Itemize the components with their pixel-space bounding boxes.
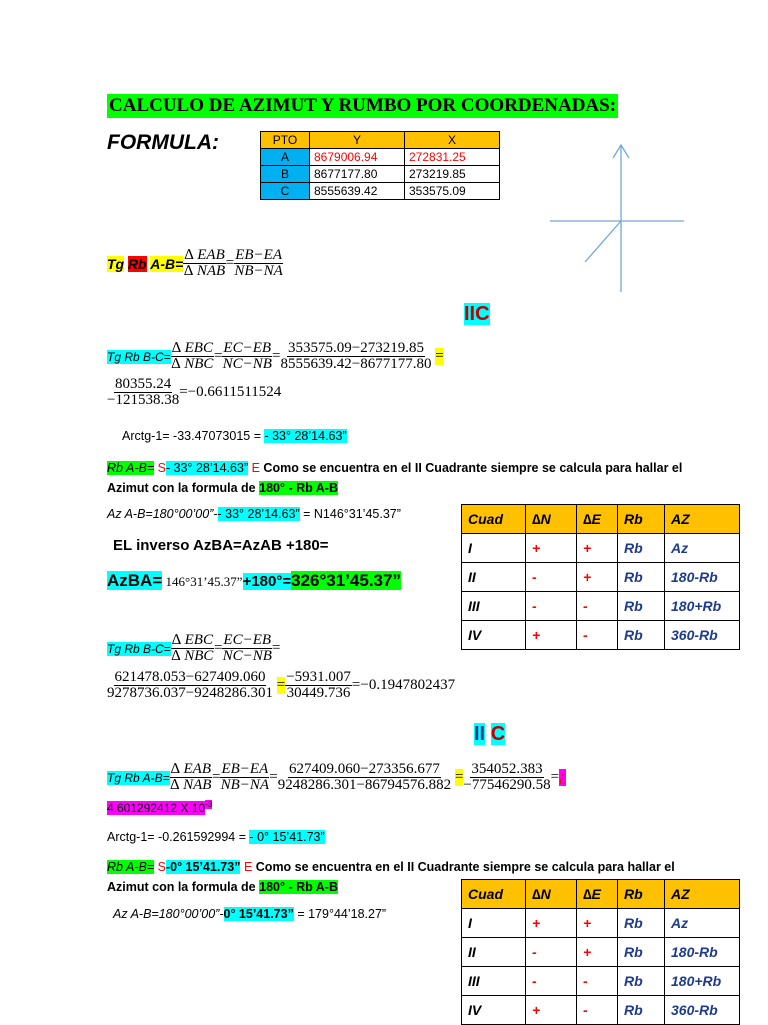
numerator: ∆ EAB <box>184 247 225 263</box>
rb-line-1 <box>107 458 682 498</box>
denominator: 8555639.42−8677177.80 <box>280 356 432 372</box>
de-cell: + <box>577 563 618 592</box>
de-cell: + <box>577 534 618 563</box>
fraction-values <box>107 670 273 701</box>
fraction-result <box>463 762 550 793</box>
point-label: C <box>261 183 310 200</box>
formula-bc-1: Tg Rb B-C= $\frac{\text{∆ EBC}}{\text{∆ NBC}}$ = $\frac{EC-EB}{NC-NB}$ = $\frac{353575.09-273219.85}{8555639.42-8677177.80}$ = <box>107 340 444 372</box>
az-line-2 <box>113 907 386 921</box>
formula-ab-2-result <box>107 800 212 815</box>
header-rb: Rb <box>618 505 665 534</box>
de-cell: + <box>577 909 618 938</box>
table-row <box>261 183 500 200</box>
de-cell: - <box>577 996 618 1025</box>
rb-cell: Rb <box>618 909 665 938</box>
header-delta-e: ∆E <box>577 505 618 534</box>
explanation-text-2: Azimut con la formula de <box>107 481 256 495</box>
formula-label: FORMULA: <box>107 131 219 154</box>
tg-label: Tg <box>107 255 125 272</box>
rb-value: - 33° 28’14.63” <box>165 461 249 475</box>
de-cell: - <box>577 621 618 650</box>
dn-cell: + <box>526 621 577 650</box>
dn-cell: - <box>526 967 577 996</box>
cuad-cell: IV <box>462 996 526 1025</box>
header-az: AZ <box>665 505 740 534</box>
de-cell: - <box>577 592 618 621</box>
header-pto: PTO <box>261 132 310 149</box>
header-rb: Rb <box>618 880 665 909</box>
table-row <box>462 909 740 938</box>
cuad-cell: III <box>462 592 526 621</box>
quadrant-letter: C <box>475 303 490 325</box>
az-result: = N146°31’45.37” <box>299 507 401 521</box>
axis-sketch <box>545 140 690 295</box>
denominator: ∆ NAB <box>170 777 212 793</box>
east-letter: E <box>251 461 260 475</box>
result-value: =−0.6611511524 <box>179 384 282 400</box>
rb-label: Rb A-B= <box>107 860 155 874</box>
arctg-line-1 <box>122 429 347 443</box>
formula-bc-2-values <box>107 670 455 701</box>
quadrant-roman: II <box>464 303 476 325</box>
equals-sign: = <box>276 677 286 693</box>
denominator: −121538.38 <box>107 392 180 408</box>
az-cell: 360-Rb <box>665 621 740 650</box>
fraction-delta <box>171 633 214 664</box>
cuad-cell: II <box>462 938 526 967</box>
ab-label: A-B= <box>150 255 184 272</box>
table-row <box>261 149 500 166</box>
denominator: ∆ NBC <box>171 648 214 664</box>
dn-cell: + <box>526 996 577 1025</box>
az-cell: Az <box>665 909 740 938</box>
y-value: 8679006.94 <box>310 149 405 166</box>
dn-cell: - <box>526 563 577 592</box>
az-cell: 360-Rb <box>665 996 740 1025</box>
denominator: ∆ NAB <box>183 263 226 279</box>
azba-line <box>107 571 401 591</box>
quadrant-heading-2 <box>474 723 505 746</box>
denominator: 9248286.301−86794576.882 <box>277 777 452 793</box>
az-value: - 33° 28’14.63” <box>217 507 300 521</box>
result-value: 4.601292412 X 10 <box>107 801 206 815</box>
numerator: ∆ EBC <box>171 632 213 648</box>
az-result: = 179°44’18.27” <box>293 907 387 921</box>
numerator: −5931.007 <box>286 669 351 685</box>
table-row <box>462 996 740 1025</box>
denominator: NC−NB <box>222 648 272 664</box>
x-value: 272831.25 <box>405 149 500 166</box>
quadrant-letter: C <box>490 723 506 745</box>
fraction-result <box>285 670 352 701</box>
y-value: 8677177.80 <box>310 166 405 183</box>
fraction-values <box>281 341 432 372</box>
denominator: −77546290.58 <box>463 777 551 793</box>
table-row <box>462 621 740 650</box>
cuad-cell: III <box>462 967 526 996</box>
cuad-cell: IV <box>462 621 526 650</box>
dn-cell: + <box>526 534 577 563</box>
azba-value: 146°31’45.37” <box>162 574 243 589</box>
result-exponent: -3 <box>205 800 213 809</box>
de-cell: + <box>577 938 618 967</box>
header-delta-e: ∆E <box>577 880 618 909</box>
numerator: 627409.060−273356.677 <box>288 761 440 777</box>
explanation-text-2: Azimut con la formula de <box>107 880 256 894</box>
azba-result: 326°31’45.37” <box>291 571 401 590</box>
rb-cell: Rb <box>618 563 665 592</box>
arctg-label: Arctg-1= -0.261592994 = <box>107 830 250 844</box>
numerator: 353575.09−273219.85 <box>288 340 424 356</box>
quadrant-table-header <box>462 505 740 534</box>
de-cell: - <box>577 967 618 996</box>
equals-sign: = <box>454 769 464 785</box>
rb-label: Rb <box>127 255 147 272</box>
numerator: 80355.24 <box>114 376 172 392</box>
fraction-coords <box>220 762 269 793</box>
table-row <box>462 938 740 967</box>
fraction-coords <box>222 341 272 372</box>
numerator: EC−EB <box>223 340 272 356</box>
table-row <box>462 563 740 592</box>
point-label: B <box>261 166 310 183</box>
az-cell: 180-Rb <box>665 938 740 967</box>
denominator: 30449.736 <box>286 685 351 701</box>
quadrant-table-2 <box>461 879 740 1025</box>
denominator: ∆ NBC <box>171 356 214 372</box>
numerator: EB−EA <box>235 247 283 263</box>
formula-bc-1-result <box>107 377 281 408</box>
equation-label: Tg Rb B-C= <box>107 349 171 364</box>
fraction-values <box>278 762 451 793</box>
header-cuad: Cuad <box>462 505 526 534</box>
quadrant-heading-1 <box>464 303 490 326</box>
result-value: =−0.1947802437 <box>351 677 456 693</box>
equals-sign: = <box>435 348 444 364</box>
arctg-value: - 0° 15’41.73” <box>249 830 325 844</box>
header-delta-n: ∆N <box>526 505 577 534</box>
azimuth-formula: 180° - Rb A-B <box>259 481 338 495</box>
rb-cell: Rb <box>618 592 665 621</box>
arctg-label: Arctg-1= -33.47073015 = <box>122 429 265 443</box>
fraction-coords <box>222 633 272 664</box>
az-cell: 180+Rb <box>665 592 740 621</box>
azba-label: AzBA= <box>107 571 163 590</box>
az-cell: Az <box>665 534 740 563</box>
quadrant-roman: II <box>474 723 486 745</box>
numerator: 354052.383 <box>471 761 543 777</box>
east-letter: E <box>243 860 253 874</box>
arctg-value: - 33° 28’14.63” <box>264 429 347 443</box>
rb-cell: Rb <box>618 996 665 1025</box>
fraction-delta <box>170 762 212 793</box>
x-value: 353575.09 <box>405 183 500 200</box>
coordinates-table-header <box>261 132 500 149</box>
south-letter: S <box>157 860 166 874</box>
result-symbol: ¿ <box>559 769 566 785</box>
rb-label: Rb A-B= <box>107 461 155 475</box>
fraction-delta <box>183 248 225 279</box>
bearing-line <box>585 221 621 262</box>
header-x: X <box>405 132 500 149</box>
inverse-heading: EL inverso AzBA=AzAB +180= <box>113 537 329 554</box>
equation-label: Tg Rb A-B= <box>107 770 170 785</box>
az-value: 0° 15’41.73” <box>223 907 294 921</box>
rb-value: -0° 15’41.73” <box>165 860 241 874</box>
denominator: NC−NB <box>222 356 272 372</box>
header-az: AZ <box>665 880 740 909</box>
rb-cell: Rb <box>618 967 665 996</box>
az-line-1 <box>107 507 401 521</box>
rb-cell: Rb <box>618 621 665 650</box>
az-cell: 180+Rb <box>665 967 740 996</box>
plus-180: +180°= <box>242 573 292 590</box>
explanation-text: Como se encuentra en el II Cuadrante siempre se calcula para hallar el <box>263 461 683 475</box>
arctg-line-2 <box>107 830 325 844</box>
point-label: A <box>261 149 310 166</box>
cuad-cell: II <box>462 563 526 592</box>
header-cuad: Cuad <box>462 880 526 909</box>
table-row <box>261 166 500 183</box>
south-letter: S <box>157 461 166 475</box>
y-value: 8555639.42 <box>310 183 405 200</box>
fraction-coords <box>234 248 283 279</box>
rb-cell: Rb <box>618 534 665 563</box>
header-y: Y <box>310 132 405 149</box>
formula-ab-2: Tg Rb A-B= $\frac{\text{∆ EAB}}{\text{∆ NAB}}$ = $\frac{EB-EA}{NB-NA}$ = $\frac{627409.060-273356.677}{9248286.301-86794576.882}$ = $\frac{354052.383}{-77546290.58}$ = ¿ <box>107 761 566 793</box>
quadrant-table-header <box>462 880 740 909</box>
dn-cell: - <box>526 592 577 621</box>
rb-cell: Rb <box>618 938 665 967</box>
equation-label: Tg Rb B-C= <box>107 641 171 656</box>
formula-bc-2: Tg Rb B-C= $\frac{\text{∆ EBC}}{\text{∆ NBC}}$ = $\frac{EC-EB}{NC-NB}$ = <box>107 632 281 664</box>
table-row <box>462 967 740 996</box>
numerator: EB−EA <box>221 761 269 777</box>
numerator: ∆ EBC <box>171 340 213 356</box>
numerator: 621478.053−627409.060 <box>114 669 266 685</box>
numerator: EC−EB <box>223 632 272 648</box>
azimuth-formula: 180° - Rb A-B <box>259 880 338 894</box>
denominator: 9278736.037−9248286.301 <box>107 685 273 701</box>
coordinates-table <box>260 131 500 200</box>
denominator: NB−NA <box>220 777 270 793</box>
az-cell: 180-Rb <box>665 563 740 592</box>
formula-ab: Tg Rb A-B= $\frac{\text{∆ EAB}}{\text{∆ NAB}}$ = $\frac{EB-EA}{NB-NA}$ <box>107 247 283 279</box>
x-value: 273219.85 <box>405 166 500 183</box>
numerator: ∆ EAB <box>170 761 211 777</box>
explanation-text: Como se encuentra en el II Cuadrante siempre se calcula para hallar el <box>255 860 675 874</box>
dn-cell: - <box>526 938 577 967</box>
cuad-cell: I <box>462 909 526 938</box>
table-row <box>462 534 740 563</box>
denominator: NB−NA <box>234 263 283 279</box>
quadrant-table-1 <box>461 504 740 650</box>
page-title: CALCULO DE AZIMUT Y RUMBO POR COORDENADAS: <box>109 95 617 116</box>
table-row <box>462 592 740 621</box>
dn-cell: + <box>526 909 577 938</box>
header-delta-n: ∆N <box>526 880 577 909</box>
fraction-delta <box>171 341 214 372</box>
fraction-result <box>107 377 179 408</box>
az-prefix: Az A-B=180°00’00”- <box>113 907 224 921</box>
az-prefix: Az A-B=180°00’00”- <box>107 507 218 521</box>
cuad-cell: I <box>462 534 526 563</box>
